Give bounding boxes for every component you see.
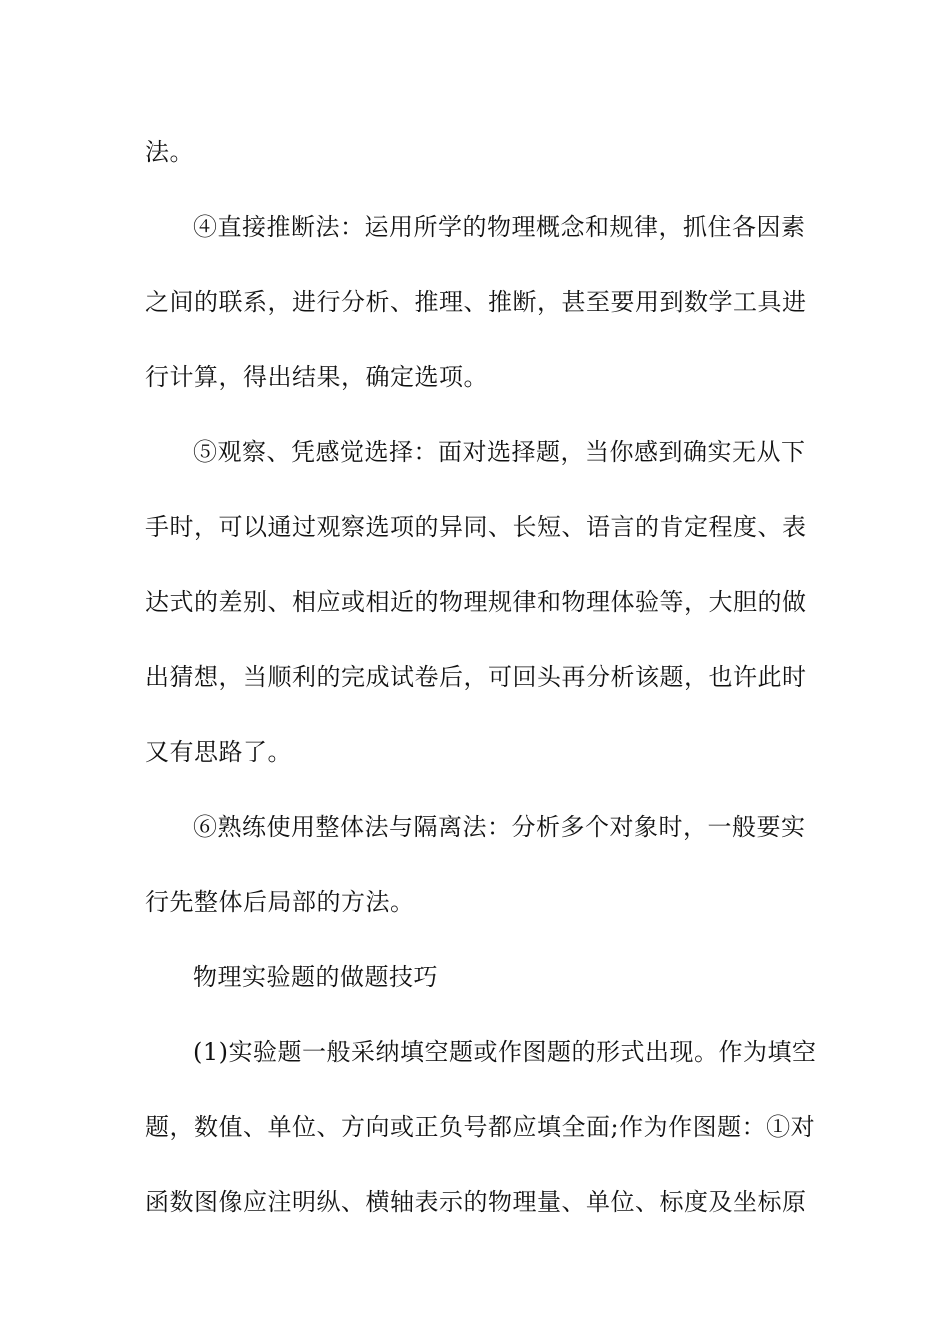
text-line: 出猜想，当顺利的完成试卷后，可回头再分析该题，也许此时: [145, 663, 807, 691]
text-line: 又有思路了。: [145, 738, 292, 766]
text-line: ④直接推断法：运用所学的物理概念和规律，抓住各因素: [193, 213, 806, 241]
text-line: ⑤观察、凭感觉选择：面对选择题，当你感到确实无从下: [193, 438, 806, 466]
text-line: (1)实验题一般采纳填空题或作图题的形式出现。作为填空: [193, 1038, 817, 1066]
text-line: 行先整体后局部的方法。: [145, 888, 415, 916]
text-line: 之间的联系，进行分析、推理、推断，甚至要用到数学工具进: [145, 288, 807, 316]
text-line: 行计算，得出结果，确定选项。: [145, 363, 488, 391]
text-line: 手时，可以通过观察选项的异同、长短、语言的肯定程度、表: [145, 513, 807, 541]
text-line: ⑥熟练使用整体法与隔离法：分析多个对象时，一般要实: [193, 813, 806, 841]
text-line: 题，数值、单位、方向或正负号都应填全面;作为作图题：①对: [145, 1113, 816, 1141]
text-line: 函数图像应注明纵、横轴表示的物理量、单位、标度及坐标原: [145, 1188, 807, 1216]
section-heading: 物理实验题的做题技巧: [193, 963, 438, 991]
text-line: 达式的差别、相应或相近的物理规律和物理体验等，大胆的做: [145, 588, 807, 616]
text-line: 法。: [145, 138, 194, 166]
